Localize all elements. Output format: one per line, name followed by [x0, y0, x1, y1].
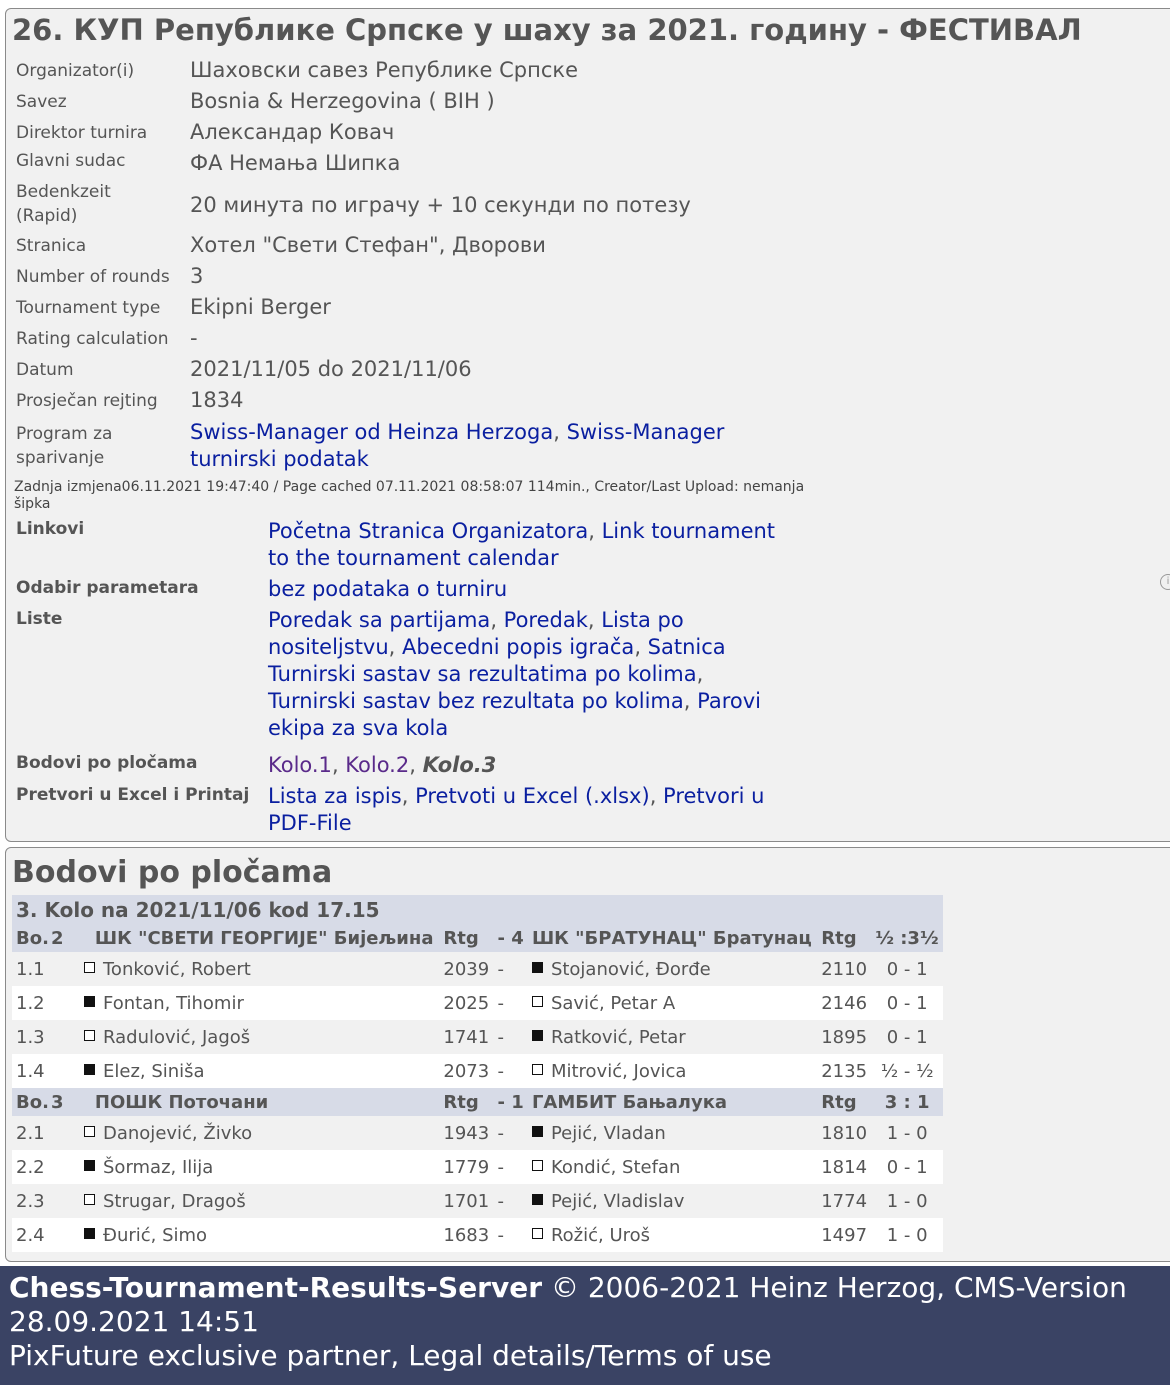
black-piece-icon — [84, 1160, 95, 1171]
info-value-organizer: Шаховски савез Републике Српске — [190, 58, 578, 82]
info-icon[interactable]: i — [1160, 574, 1170, 590]
tournament-calendar-link[interactable]: Link tournament to the tournament calendar — [268, 519, 776, 570]
white-piece-icon — [532, 1064, 543, 1075]
info-value-time-control: 20 минута по играчу + 10 секунди по потезу — [190, 193, 691, 217]
board-points-label: Bodovi po pločama — [16, 753, 198, 773]
info-label-rounds: Number of rounds — [16, 267, 170, 287]
round-2-link[interactable]: Kolo.2 — [345, 753, 410, 777]
white-piece-icon — [84, 1194, 95, 1205]
black-piece-icon — [532, 962, 543, 973]
board-results-table — [12, 895, 943, 1252]
table-row: 2.3 Strugar, Dragoš 1701 - Pejić, Vladislav 1774 1 - 0 — [12, 1184, 943, 1218]
team-composition-with-results-link[interactable]: Turnirski sastav sa rezultatima po kolima — [268, 662, 697, 686]
excel-values: Lista za ispis, Pretvoti u Excel (.xlsx), Pretvori u PDF-File — [268, 784, 765, 835]
team1-header: 3 ПОШК Поточани — [80, 1088, 439, 1116]
swiss-manager-data-link[interactable]: Swiss-Manager turnirski podatak — [190, 420, 725, 471]
team1-header: 2 ШК "СВЕТИ ГЕОРГИЈЕ" Бијељина — [80, 924, 439, 952]
black-piece-icon — [84, 1064, 95, 1075]
round-header: 3. Kolo na 2021/11/06 kod 17.15 — [12, 895, 943, 924]
no-tournament-details-link[interactable]: bez podataka o turniru — [268, 577, 508, 601]
lists-label: Liste — [16, 609, 63, 629]
schedule-link[interactable]: Satnica — [647, 635, 726, 659]
table-row: 1.3 Radulović, Jagoš 1741 - Ratković, Petar 1895 0 - 1 — [12, 1020, 943, 1054]
excel-label: Pretvori u Excel i Printaj — [16, 785, 250, 805]
round-header-row — [12, 895, 943, 924]
team-composition-without-results-link[interactable]: Turnirski sastav bez rezultata po kolima — [268, 689, 684, 713]
table-row: 2.2 Šormaz, Ilija 1779 - Kondić, Stefan 1814 0 - 1 — [12, 1150, 943, 1184]
info-label-date: Datum — [16, 360, 74, 380]
white-piece-icon — [532, 1160, 543, 1171]
black-piece-icon — [532, 1194, 543, 1205]
footer-partner-link[interactable]: PixFuture exclusive partner, Legal details/Terms of use — [9, 1339, 772, 1372]
match-score: ½ :3½ — [871, 924, 943, 952]
match-score: 3 : 1 — [871, 1088, 943, 1116]
info-value-location: Хотел "Свети Стефан", Дворови — [190, 233, 546, 257]
info-label-federation: Savez — [16, 92, 67, 112]
white-piece-icon — [532, 996, 543, 1007]
footer-copyright: © 2006-2021 Heinz Herzog, CMS-Version — [542, 1271, 1127, 1304]
info-value-program: Swiss-Manager od Heinza Herzoga, Swiss-Manager turnirski podatak — [190, 420, 725, 471]
team2-header[interactable]: ШК "БРАТУНАЦ" Братунац — [528, 924, 817, 952]
table-row: 2.1 Danojević, Živko 1943 - Pejić, Vladan 1810 1 - 0 — [12, 1116, 943, 1150]
footer-brand[interactable]: Chess-Tournament-Results-Server — [9, 1271, 543, 1304]
board-points-values: Kolo.1, Kolo.2, Kolo.3 — [268, 753, 497, 777]
black-piece-icon — [532, 1126, 543, 1137]
info-value-director: Александар Ковач — [190, 120, 395, 144]
info-label-tournament-type: Tournament type — [16, 298, 161, 318]
info-label-location: Stranica — [16, 236, 87, 256]
info-label-time-control: Bedenkzeit (Rapid) — [16, 182, 111, 226]
team2-header[interactable]: ГАМБИТ Бањалука — [528, 1088, 817, 1116]
round-3-current: Kolo.3 — [422, 753, 497, 777]
info-label-arbiter: Glavni sudac — [16, 151, 126, 171]
info-value-date: 2021/11/05 do 2021/11/06 — [190, 357, 472, 381]
black-piece-icon — [84, 1228, 95, 1239]
white-piece-icon — [84, 962, 95, 973]
swiss-manager-link[interactable]: Swiss-Manager od Heinza Herzoga — [190, 420, 554, 444]
table-row: 1.2 Fontan, Tihomir 2025 - Savić, Petar A 2146 0 - 1 — [12, 986, 943, 1020]
alphabetical-list-link[interactable]: Abecedni popis igrača — [402, 635, 635, 659]
match-header-row: Bo. 2 ШК "СВЕТИ ГЕОРГИЈЕ" Бијељина Rtg - 4 ШК "БРАТУНАЦ" Братунац Rtg ½ :3½ — [12, 924, 943, 952]
page-title: 26. КУП Републике Српске у шаху за 2021. годину - ФЕСТИВАЛ — [12, 13, 1082, 47]
info-value-avg-rating: 1834 — [190, 388, 244, 412]
export-excel-link[interactable]: Pretvoti u Excel (.xlsx) — [415, 784, 650, 808]
white-piece-icon — [84, 1126, 95, 1137]
standings-link[interactable]: Poredak — [503, 608, 588, 632]
info-label-director: Direktor turnira — [16, 123, 148, 143]
parameters-label: Odabir parametara — [16, 578, 199, 598]
footer — [0, 1266, 1170, 1385]
standings-with-games-link[interactable]: Poredak sa partijama — [268, 608, 491, 632]
print-list-link[interactable]: Lista za ispis — [268, 784, 402, 808]
info-label-organizer: Organizator(i) — [16, 61, 135, 81]
info-label-avg-rating: Prosječan rejting — [16, 391, 158, 411]
black-piece-icon — [532, 1030, 543, 1041]
footer-version-date: 28.09.2021 14:51 — [9, 1305, 259, 1338]
white-piece-icon — [532, 1228, 543, 1239]
match-header-row: Bo. 3 ПОШК Поточани Rtg - 1 ГАМБИТ Бањалука Rtg 3 : 1 — [12, 1088, 943, 1116]
white-piece-icon — [84, 1030, 95, 1041]
black-piece-icon — [84, 996, 95, 1007]
info-value-tournament-type: Ekipni Berger — [190, 295, 331, 319]
table-row: 1.1 Tonković, Robert 2039 - Stojanović, Đorđe 2110 0 - 1 — [12, 952, 943, 986]
parameters-values — [268, 576, 808, 603]
export-pdf-link[interactable]: Pretvori u PDF-File — [268, 784, 765, 835]
last-change-info: Zadnja izmjena06.11.2021 19:47:40 / Page cached 07.11.2021 08:58:07 114min., Creator/Last Upload: nemanja šipka — [14, 479, 805, 512]
table-row: 2.4 Đurić, Simo 1683 - Rožić, Uroš 1497 1 - 0 — [12, 1218, 943, 1252]
round-1-link[interactable]: Kolo.1 — [268, 753, 332, 777]
links-label: Linkovi — [16, 519, 85, 539]
section-title: Bodovi po pločama — [12, 855, 333, 890]
info-value-arbiter: ФА Немања Шипка — [190, 151, 401, 175]
info-value-federation: Bosnia & Herzegovina ( BIH ) — [190, 89, 495, 113]
info-label-program: Program za sparivanje — [16, 424, 113, 468]
starting-rank-link[interactable]: Lista po nositeljstvu — [268, 608, 684, 659]
info-value-rating-calc: - — [190, 326, 198, 350]
organizer-homepage-link[interactable]: Početna Stranica Organizatora — [268, 519, 589, 543]
links-values: Početna Stranica Organizatora, Link tournament to the tournament calendar — [268, 519, 776, 570]
info-label-rating-calc: Rating calculation — [16, 329, 169, 349]
info-value-rounds: 3 — [190, 264, 204, 288]
table-row: 1.4 Elez, Siniša 2073 - Mitrović, Jovica 2135 ½ - ½ — [12, 1054, 943, 1088]
team-pairings-link[interactable]: Parovi ekipa za sva kola — [268, 689, 761, 740]
lists-values: Poredak sa partijama, Poredak, Lista po nositeljstvu, Abecedni popis igrača, Satnica Turnirski sastav sa rezultatima po kolima, Turnirski sastav bez rezultata po kolima, Parovi ekipa za sva kola — [268, 608, 761, 740]
